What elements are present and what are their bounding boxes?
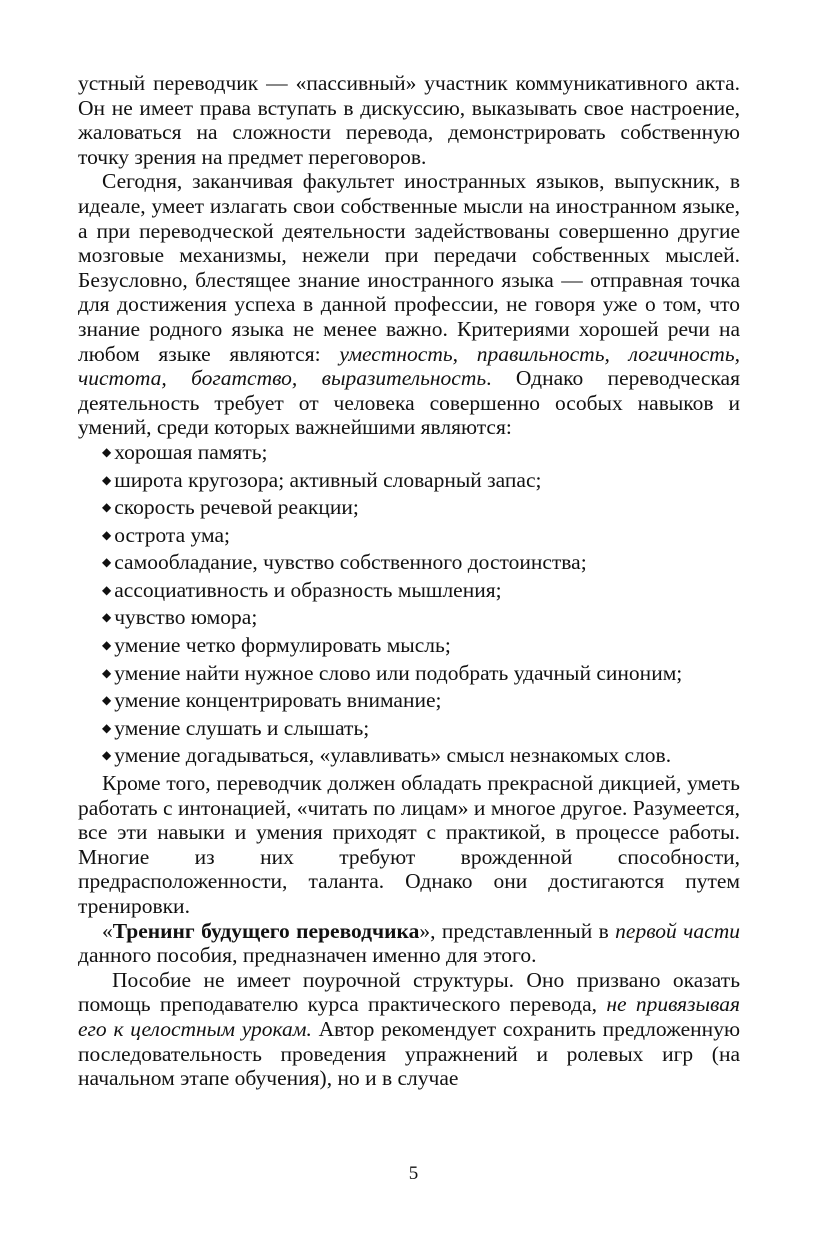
list-item [78, 661, 740, 689]
list-item-text: умение догадываться, «улавливать» смысл незнакомых слов. [114, 743, 672, 768]
paragraph-5-tail: Автор рекомендует сохранить предложенную последовательность проведения упражнений и ролевых игр (на начальном этапе обучения), но и в случае [78, 1016, 741, 1091]
list-item [78, 633, 740, 661]
list-item-text: самообладание, чувство собственного достоинства; [114, 550, 587, 575]
diamond-bullet-icon: ◆ [102, 555, 112, 570]
paragraph-4 [78, 919, 740, 968]
diamond-bullet-icon: ◆ [102, 582, 112, 597]
paragraph-5 [78, 968, 740, 1091]
training-title-bold: Тренинг будущего переводчика [112, 918, 420, 943]
paragraph-1: устный переводчик — «пассивный» участник коммуникативного акта. Он не имеет права вступать в дискуссию, выказывать свое настроение, жаловаться на сложности перевода, демонстрировать собственную точку зрения на предмет переговоров. [78, 71, 740, 169]
diamond-bullet-icon: ◆ [102, 665, 112, 680]
diamond-bullet-icon: ◆ [102, 444, 112, 459]
list-item [78, 468, 740, 496]
first-part-italic: первой части [615, 918, 740, 943]
diamond-bullet-icon: ◆ [102, 748, 112, 763]
list-item-text: скорость речевой реакции; [114, 495, 359, 520]
list-item-text: умение концентрировать внимание; [114, 688, 442, 713]
list-item-text: умение слушать и слышать; [114, 715, 370, 740]
list-item [78, 743, 740, 771]
page-number: 5 [408, 1163, 419, 1184]
diamond-bullet-icon: ◆ [102, 610, 112, 625]
paragraph-4-tail: данного пособия, предназначен именно для этого. [78, 943, 537, 968]
diamond-bullet-icon: ◆ [102, 472, 112, 487]
paragraph-2 [78, 169, 740, 440]
paragraph-2-text: Сегодня, заканчивая факультет иностранных языков, выпускник, в идеале, умеет излагать свои собственные мысли на иностранном языке, а при переводческой деятельности задействованы совершенно другие мозговые механизмы, нежели при передачи собственных мыслей. Безусловно, блестящее знание иностранного языка — отправная точка для достижения успеха в данной профессии, не говоря уже о том, что знание родного языка не менее важно. Критериями хорошей речи на любом языке являются: [78, 169, 740, 366]
list-item-text: острота ума; [114, 522, 230, 547]
diamond-bullet-icon: ◆ [102, 500, 112, 515]
speech-criteria-italic: уместность, правильность, логичность, чистота, богатство, выразительность [78, 341, 740, 391]
lessons-italic: не привязывая его к целостным урокам. [78, 992, 740, 1041]
diamond-bullet-icon: ◆ [102, 527, 112, 542]
list-item-text: чувство юмора; [114, 605, 258, 630]
diamond-bullet-icon: ◆ [102, 638, 112, 653]
list-item [78, 605, 740, 633]
list-item-text: умение четко формулировать мысль; [114, 633, 451, 658]
list-item [78, 716, 740, 744]
paragraph-3: Кроме того, переводчик должен обладать прекрасной дикцией, уметь работать с интонацией, «читать по лицам» и многое другое. Разумеется, все эти навыки и умения приходят с практикой, в процессе работы. Многие из них требуют врожденной способности, предрасположенности, таланта. Однако они достигаются путем тренировки. [78, 771, 740, 918]
list-item-text: широта кругозора; активный словарный запас; [114, 467, 542, 492]
list-item [78, 523, 740, 551]
quote-open: « [102, 918, 113, 943]
list-item [78, 688, 740, 716]
list-item-text: хорошая память; [114, 439, 268, 464]
diamond-bullet-icon: ◆ [102, 693, 112, 708]
skills-list [78, 440, 740, 771]
paragraph-5-text: Пособие не имеет поурочной структуры. Оно призвано оказать помощь преподавателю курса практического перевода, [78, 967, 740, 1017]
list-item-text: умение найти нужное слово или подобрать удачный синоним; [114, 660, 683, 685]
paragraph-2-tail: . Однако переводческая деятельность требует от человека совершенно особых навыков и умений, среди которых важнейшими являются: [78, 366, 740, 440]
page-body [78, 71, 740, 1091]
list-item [78, 440, 740, 468]
list-item-text: ассоциативность и образность мышления; [114, 577, 502, 602]
list-item [78, 495, 740, 523]
quote-close: » [419, 918, 431, 943]
paragraph-4-text: , представленный в [430, 918, 616, 943]
list-item [78, 578, 740, 606]
diamond-bullet-icon: ◆ [102, 720, 112, 735]
list-item [78, 550, 740, 578]
